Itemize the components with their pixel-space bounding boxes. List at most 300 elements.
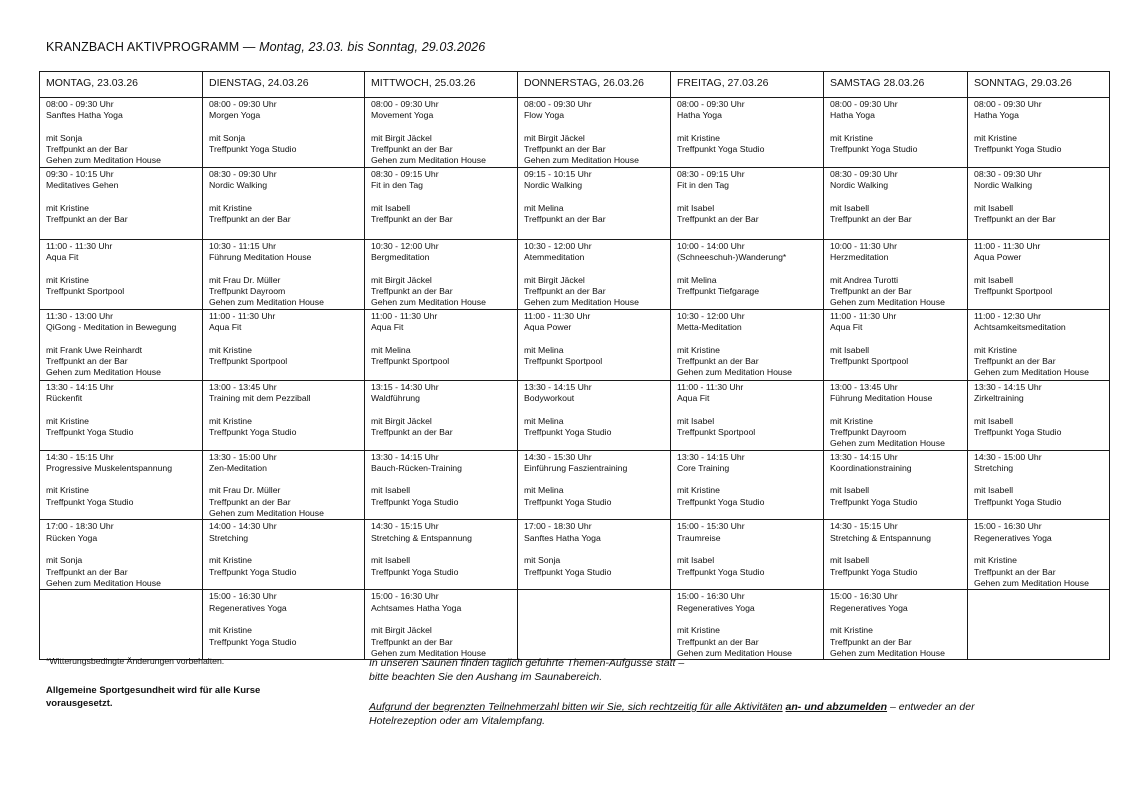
schedule-cell bbox=[203, 380, 365, 450]
activity-time: 08:30 - 09:30 Uhr bbox=[974, 168, 1042, 179]
activity-time: 13:30 - 15:00 Uhr bbox=[209, 451, 277, 462]
schedule-cell bbox=[40, 590, 203, 660]
activity-meeting-point: Treffpunkt Sportpool bbox=[524, 355, 603, 366]
activity-meeting-point: Treffpunkt Dayroom bbox=[830, 426, 907, 437]
spacer bbox=[830, 614, 962, 625]
activity-name: Stretching bbox=[974, 462, 1014, 473]
activity-entry bbox=[371, 241, 512, 309]
spacer bbox=[371, 191, 512, 202]
activity-time: 08:00 - 09:30 Uhr bbox=[524, 99, 592, 109]
day-header: SONNTAG, 29.03.26 bbox=[968, 72, 1110, 98]
activity-time: 08:00 - 09:30 Uhr bbox=[209, 99, 277, 109]
schedule-cell bbox=[968, 239, 1110, 309]
activity-note: Gehen zum Meditation House bbox=[677, 367, 792, 378]
spacer bbox=[974, 404, 1104, 415]
activity-meeting-point: Treffpunkt Yoga Studio bbox=[209, 636, 297, 647]
activity-trainer: mit Kristine bbox=[46, 415, 89, 426]
activity-name: Achtsamkeitsmeditation bbox=[974, 322, 1066, 333]
activity-entry bbox=[830, 241, 962, 309]
schedule-cell bbox=[40, 450, 203, 520]
activity-time: 17:00 - 18:30 Uhr bbox=[46, 521, 114, 532]
activity-name: (Schneeschuh-)Wanderung* bbox=[677, 252, 787, 263]
registration-emphasis: an- und abzumelden bbox=[785, 701, 888, 713]
schedule-cell bbox=[968, 450, 1110, 520]
activity-entry bbox=[830, 169, 962, 225]
activity-trainer: mit Kristine bbox=[209, 202, 252, 213]
activity-name: Rückenfit bbox=[46, 393, 83, 404]
activity-time: 15:00 - 16:30 Uhr bbox=[830, 591, 898, 602]
activity-entry bbox=[46, 452, 197, 508]
schedule-cell bbox=[671, 309, 824, 380]
activity-name: Core Training bbox=[677, 462, 730, 473]
activity-name: Koordinationstraining bbox=[830, 462, 912, 473]
schedule-row bbox=[40, 450, 1110, 520]
activity-note: Gehen zum Meditation House bbox=[371, 647, 486, 658]
activity-trainer: mit Kristine bbox=[209, 625, 252, 636]
activity-trainer: mit Isabell bbox=[371, 202, 411, 213]
schedule-cell bbox=[824, 590, 968, 660]
activity-time: 15:00 - 16:30 Uhr bbox=[371, 591, 439, 602]
activity-meeting-point: Treffpunkt Yoga Studio bbox=[677, 144, 765, 155]
activity-meeting-point: Treffpunkt an der Bar bbox=[974, 566, 1056, 577]
activity-meeting-point: Treffpunkt an der Bar bbox=[371, 636, 453, 647]
activity-trainer: mit Isabell bbox=[830, 485, 870, 496]
activity-entry bbox=[677, 591, 818, 659]
activity-time: 13:00 - 13:45 Uhr bbox=[830, 381, 898, 392]
registration-text: Aufgrund der begrenzten Teilnehmerzahl bitten wir Sie, sich rechtzeitig für alle Aktivitäten bbox=[369, 701, 783, 713]
activity-name: Sanftes Hatha Yoga bbox=[524, 532, 601, 543]
activity-trainer: mit Birgit Jäckel bbox=[371, 415, 432, 426]
activity-meeting-point: Treffpunkt an der Bar bbox=[830, 636, 912, 647]
schedule-cell bbox=[824, 520, 968, 590]
activity-name: Aqua Power bbox=[974, 252, 1022, 263]
activity-note: Gehen zum Meditation House bbox=[46, 155, 161, 166]
activity-meeting-point: Treffpunkt Yoga Studio bbox=[371, 496, 459, 507]
spacer bbox=[371, 614, 512, 625]
activity-note: Gehen zum Meditation House bbox=[46, 367, 161, 378]
activity-meeting-point: Treffpunkt Yoga Studio bbox=[46, 426, 134, 437]
activity-name: Rücken Yoga bbox=[46, 532, 98, 543]
activity-trainer: mit Kristine bbox=[677, 344, 720, 355]
activity-entry bbox=[209, 241, 359, 309]
activity-entry bbox=[371, 382, 512, 438]
activity-meeting-point: Treffpunkt an der Bar bbox=[677, 213, 759, 224]
schedule-cell bbox=[365, 309, 518, 380]
activity-trainer: mit Birgit Jäckel bbox=[371, 625, 432, 636]
spacer bbox=[974, 333, 1104, 344]
spacer bbox=[524, 333, 665, 344]
weather-note: *Witterungsbedingte Änderungen vorbehalten. bbox=[46, 656, 225, 666]
activity-name: Hatha Yoga bbox=[677, 110, 722, 121]
activity-name: Traumreise bbox=[677, 532, 721, 543]
schedule-cell bbox=[203, 450, 365, 520]
day-header: MONTAG, 23.03.26 bbox=[40, 72, 203, 98]
activity-time: 08:00 - 09:30 Uhr bbox=[677, 99, 745, 109]
schedule-row bbox=[40, 309, 1110, 380]
schedule-cell bbox=[365, 590, 518, 660]
schedule-cell bbox=[671, 239, 824, 309]
activity-trainer: mit Isabel bbox=[677, 202, 715, 213]
activity-time: 11:00 - 12:30 Uhr bbox=[974, 310, 1041, 321]
schedule-cell bbox=[671, 590, 824, 660]
activity-trainer: mit Isabell bbox=[830, 344, 870, 355]
spacer bbox=[524, 122, 665, 133]
activity-time: 08:30 - 09:30 Uhr bbox=[209, 168, 277, 179]
schedule-cell bbox=[518, 309, 671, 380]
schedule-cell bbox=[824, 167, 968, 239]
schedule-cell bbox=[365, 98, 518, 168]
schedule-cell bbox=[518, 520, 671, 590]
activity-meeting-point: Treffpunkt Yoga Studio bbox=[677, 496, 765, 507]
activity-meeting-point: Treffpunkt Yoga Studio bbox=[371, 566, 459, 577]
activity-trainer: mit Kristine bbox=[209, 344, 252, 355]
spacer bbox=[830, 404, 962, 415]
activity-meeting-point: Treffpunkt Yoga Studio bbox=[974, 426, 1062, 437]
activity-time: 14:30 - 15:15 Uhr bbox=[830, 521, 898, 532]
activity-name: Fit in den Tag bbox=[677, 180, 729, 191]
spacer bbox=[209, 474, 359, 485]
activity-time: 15:00 - 16:30 Uhr bbox=[677, 591, 745, 602]
activity-time: 11:00 - 11:30 Uhr bbox=[46, 240, 113, 251]
schedule-cell bbox=[671, 98, 824, 168]
spacer bbox=[830, 191, 962, 202]
activity-trainer: mit Birgit Jäckel bbox=[524, 274, 585, 285]
spacer bbox=[524, 263, 665, 274]
activity-meeting-point: Treffpunkt an der Bar bbox=[209, 213, 291, 224]
spacer bbox=[677, 191, 818, 202]
activity-note: Gehen zum Meditation House bbox=[830, 647, 945, 658]
activity-meeting-point: Treffpunkt Yoga Studio bbox=[209, 426, 297, 437]
activity-time: 08:00 - 09:30 Uhr bbox=[46, 99, 114, 109]
activity-time: 08:00 - 09:30 Uhr bbox=[830, 99, 898, 109]
activity-meeting-point: Treffpunkt Sportpool bbox=[209, 355, 288, 366]
health-note-line: Allgemeine Sportgesundheit wird für alle Kurse bbox=[46, 685, 261, 696]
activity-name: Bergmeditation bbox=[371, 252, 430, 263]
activity-trainer: mit Frank Uwe Reinhardt bbox=[46, 344, 143, 355]
spacer bbox=[209, 263, 359, 274]
spacer bbox=[209, 614, 359, 625]
activity-time: 13:30 - 14:15 Uhr bbox=[830, 451, 898, 462]
schedule-cell bbox=[824, 450, 968, 520]
activity-time: 10:30 - 12:00 Uhr bbox=[524, 240, 592, 251]
activity-trainer: mit Melina bbox=[677, 274, 717, 285]
activity-note: Gehen zum Meditation House bbox=[974, 367, 1089, 378]
activity-name: Morgen Yoga bbox=[209, 110, 261, 121]
activity-name: Sanftes Hatha Yoga bbox=[46, 110, 123, 121]
spacer bbox=[524, 191, 665, 202]
activity-meeting-point: Treffpunkt Sportpool bbox=[371, 355, 450, 366]
schedule-cell bbox=[365, 450, 518, 520]
activity-trainer: mit Kristine bbox=[830, 415, 873, 426]
activity-trainer: mit Melina bbox=[371, 344, 411, 355]
activity-entry bbox=[371, 591, 512, 659]
schedule-cell bbox=[365, 239, 518, 309]
activity-name: Aqua Fit bbox=[371, 322, 404, 333]
schedule-cell bbox=[518, 450, 671, 520]
activity-time: 13:30 - 14:15 Uhr bbox=[46, 381, 114, 392]
activity-entry bbox=[830, 382, 962, 450]
spacer bbox=[974, 191, 1104, 202]
activity-note: Gehen zum Meditation House bbox=[524, 297, 639, 308]
schedule-cell bbox=[824, 309, 968, 380]
activity-time: 14:00 - 14:30 Uhr bbox=[209, 521, 277, 532]
activity-time: 09:15 - 10:15 Uhr bbox=[524, 168, 592, 179]
activity-name: Waldführung bbox=[371, 393, 420, 404]
activity-trainer: mit Andrea Turotti bbox=[830, 274, 899, 285]
activity-entry bbox=[524, 99, 665, 167]
activity-trainer: mit Kristine bbox=[46, 274, 89, 285]
activity-time: 15:00 - 16:30 Uhr bbox=[209, 591, 277, 602]
activity-entry bbox=[677, 452, 818, 508]
day-header: FREITAG, 27.03.26 bbox=[671, 72, 824, 98]
spacer bbox=[46, 191, 197, 202]
activity-time: 10:00 - 11:30 Uhr bbox=[830, 240, 897, 251]
activity-meeting-point: Treffpunkt an der Bar bbox=[974, 213, 1056, 224]
activity-trainer: mit Isabel bbox=[677, 415, 715, 426]
title-dates: Montag, 23.03. bis Sonntag, 29.03.2026 bbox=[259, 40, 486, 54]
spacer bbox=[974, 474, 1104, 485]
activity-entry bbox=[209, 452, 359, 520]
page-title bbox=[46, 40, 485, 54]
activity-note: Gehen zum Meditation House bbox=[524, 155, 639, 166]
spacer bbox=[524, 404, 665, 415]
schedule-cell bbox=[203, 98, 365, 168]
activity-entry bbox=[371, 311, 512, 367]
activity-meeting-point: Treffpunkt an der Bar bbox=[46, 566, 128, 577]
activity-name: Aqua Fit bbox=[209, 322, 242, 333]
activity-meeting-point: Treffpunkt Yoga Studio bbox=[46, 496, 134, 507]
schedule-cell bbox=[824, 98, 968, 168]
activity-entry bbox=[371, 99, 512, 167]
schedule-row bbox=[40, 380, 1110, 450]
activity-time: 10:30 - 12:00 Uhr bbox=[371, 240, 439, 251]
spacer bbox=[830, 544, 962, 555]
spacer bbox=[677, 614, 818, 625]
activity-trainer: mit Melina bbox=[524, 202, 564, 213]
activity-note: Gehen zum Meditation House bbox=[371, 297, 486, 308]
activity-entry bbox=[830, 521, 962, 577]
activity-note: Gehen zum Meditation House bbox=[209, 297, 324, 308]
spacer bbox=[524, 474, 665, 485]
schedule-cell bbox=[365, 380, 518, 450]
activity-time: 11:30 - 13:00 Uhr bbox=[46, 310, 113, 321]
activity-name: Nordic Walking bbox=[974, 180, 1033, 191]
activity-entry bbox=[677, 241, 818, 297]
activity-time: 08:00 - 09:30 Uhr bbox=[371, 99, 439, 109]
day-header-row bbox=[40, 72, 1110, 98]
activity-trainer: mit Kristine bbox=[46, 485, 89, 496]
schedule-cell bbox=[203, 520, 365, 590]
activity-meeting-point: Treffpunkt an der Bar bbox=[524, 213, 606, 224]
activity-meeting-point: Treffpunkt an der Bar bbox=[524, 144, 606, 155]
activity-entry bbox=[209, 311, 359, 367]
activity-entry bbox=[974, 241, 1104, 297]
activity-meeting-point: Treffpunkt an der Bar bbox=[524, 285, 606, 296]
activity-entry bbox=[46, 99, 197, 167]
activity-time: 13:30 - 14:15 Uhr bbox=[524, 381, 592, 392]
spacer bbox=[46, 474, 197, 485]
schedule-cell bbox=[518, 590, 671, 660]
activity-entry bbox=[974, 382, 1104, 438]
activity-time: 11:00 - 11:30 Uhr bbox=[209, 310, 276, 321]
registration-line-2: Hotelrezeption oder am Vitalempfang. bbox=[369, 715, 546, 727]
activity-entry bbox=[524, 311, 665, 367]
activity-trainer: mit Isabel bbox=[677, 555, 715, 566]
activity-trainer: mit Melina bbox=[524, 415, 564, 426]
activity-entry bbox=[974, 452, 1104, 508]
activity-time: 11:00 - 11:30 Uhr bbox=[830, 310, 897, 321]
spacer bbox=[371, 404, 512, 415]
spacer bbox=[209, 333, 359, 344]
spacer bbox=[974, 122, 1104, 133]
activity-trainer: mit Isabell bbox=[974, 274, 1014, 285]
spacer bbox=[46, 263, 197, 274]
activity-note: Gehen zum Meditation House bbox=[974, 577, 1089, 588]
schedule-cell bbox=[518, 239, 671, 309]
spacer bbox=[974, 263, 1104, 274]
activity-trainer: mit Kristine bbox=[974, 344, 1017, 355]
activity-entry bbox=[371, 521, 512, 577]
activity-meeting-point: Treffpunkt an der Bar bbox=[371, 285, 453, 296]
activity-meeting-point: Treffpunkt Yoga Studio bbox=[974, 144, 1062, 155]
schedule-cell bbox=[40, 520, 203, 590]
activity-time: 13:30 - 14:15 Uhr bbox=[371, 451, 439, 462]
activity-meeting-point: Treffpunkt Tiefgarage bbox=[677, 285, 760, 296]
activity-entry bbox=[46, 241, 197, 297]
activity-name: Fit in den Tag bbox=[371, 180, 423, 191]
activity-name: Regeneratives Yoga bbox=[209, 602, 287, 613]
activity-trainer: mit Sonja bbox=[209, 132, 246, 143]
activity-time: 13:30 - 14:15 Uhr bbox=[974, 381, 1042, 392]
activity-name: Training mit dem Pezziball bbox=[209, 393, 311, 404]
schedule-cell bbox=[968, 309, 1110, 380]
schedule-cell bbox=[671, 167, 824, 239]
schedule-cell bbox=[40, 309, 203, 380]
spacer bbox=[677, 122, 818, 133]
activity-time: 10:30 - 12:00 Uhr bbox=[677, 310, 745, 321]
spacer bbox=[677, 333, 818, 344]
activity-entry bbox=[677, 169, 818, 225]
activity-entry bbox=[974, 169, 1104, 225]
activity-meeting-point: Treffpunkt Yoga Studio bbox=[677, 566, 765, 577]
spacer bbox=[830, 333, 962, 344]
activity-trainer: mit Birgit Jäckel bbox=[371, 132, 432, 143]
spacer bbox=[209, 404, 359, 415]
activity-name: Aqua Fit bbox=[46, 252, 79, 263]
activity-meeting-point: Treffpunkt an der Bar bbox=[46, 144, 128, 155]
activity-meeting-point: Treffpunkt an der Bar bbox=[46, 213, 128, 224]
activity-time: 11:00 - 11:30 Uhr bbox=[974, 240, 1041, 251]
activity-entry bbox=[677, 311, 818, 379]
activity-trainer: mit Isabell bbox=[974, 202, 1014, 213]
schedule-cell bbox=[518, 167, 671, 239]
day-header: DIENSTAG, 24.03.26 bbox=[203, 72, 365, 98]
schedule-cell bbox=[671, 520, 824, 590]
activity-meeting-point: Treffpunkt Yoga Studio bbox=[524, 566, 612, 577]
activity-name: Achtsames Hatha Yoga bbox=[371, 602, 462, 613]
activity-meeting-point: Treffpunkt Dayroom bbox=[209, 285, 286, 296]
schedule-cell bbox=[40, 98, 203, 168]
schedule-cell bbox=[824, 380, 968, 450]
schedule-cell bbox=[203, 239, 365, 309]
spacer bbox=[371, 333, 512, 344]
activity-entry bbox=[46, 382, 197, 438]
activity-time: 13:00 - 13:45 Uhr bbox=[209, 381, 277, 392]
activity-trainer: mit Sonja bbox=[524, 555, 561, 566]
activity-name: Nordic Walking bbox=[524, 180, 583, 191]
activity-trainer: mit Isabell bbox=[371, 485, 411, 496]
schedule-cell bbox=[40, 239, 203, 309]
activity-meeting-point: Treffpunkt Sportpool bbox=[677, 426, 756, 437]
day-header: MITTWOCH, 25.03.26 bbox=[365, 72, 518, 98]
activity-meeting-point: Treffpunkt Yoga Studio bbox=[974, 496, 1062, 507]
activity-name: Stretching & Entspannung bbox=[371, 532, 472, 543]
activity-time: 14:30 - 15:15 Uhr bbox=[371, 521, 439, 532]
activity-time: 14:30 - 15:15 Uhr bbox=[46, 451, 114, 462]
activity-note: Gehen zum Meditation House bbox=[830, 438, 945, 449]
activity-trainer: mit Isabell bbox=[974, 415, 1014, 426]
spacer bbox=[371, 122, 512, 133]
activity-meeting-point: Treffpunkt an der Bar bbox=[371, 144, 453, 155]
schedule-table bbox=[39, 71, 1110, 660]
activity-entry bbox=[677, 382, 818, 438]
activity-trainer: mit Frau Dr. Müller bbox=[209, 485, 281, 496]
schedule-cell bbox=[365, 167, 518, 239]
activity-meeting-point: Treffpunkt an der Bar bbox=[209, 496, 291, 507]
activity-meeting-point: Treffpunkt Yoga Studio bbox=[209, 566, 297, 577]
activity-trainer: mit Birgit Jäckel bbox=[371, 274, 432, 285]
activity-trainer: mit Isabell bbox=[830, 202, 870, 213]
activity-meeting-point: Treffpunkt Yoga Studio bbox=[524, 496, 612, 507]
schedule-cell bbox=[968, 98, 1110, 168]
activity-entry bbox=[46, 311, 197, 379]
activity-time: 11:00 - 11:30 Uhr bbox=[677, 381, 744, 392]
activity-time: 08:00 - 09:30 Uhr bbox=[974, 99, 1042, 109]
activity-trainer: mit Kristine bbox=[830, 625, 873, 636]
activity-entry bbox=[209, 591, 359, 647]
activity-time: 11:00 - 11:30 Uhr bbox=[371, 310, 438, 321]
health-note-line: vorausgesetzt. bbox=[46, 698, 113, 709]
day-header: SAMSTAG 28.03.26 bbox=[824, 72, 968, 98]
activity-name: Stretching & Entspannung bbox=[830, 532, 931, 543]
activity-name: Hatha Yoga bbox=[974, 110, 1019, 121]
schedule-cell bbox=[203, 590, 365, 660]
activity-name: Aqua Fit bbox=[677, 393, 710, 404]
activity-name: Führung Meditation House bbox=[830, 393, 933, 404]
schedule-cell bbox=[968, 520, 1110, 590]
activity-name: Regeneratives Yoga bbox=[677, 602, 755, 613]
spacer bbox=[46, 122, 197, 133]
activity-time: 10:00 - 14:00 Uhr bbox=[677, 240, 745, 251]
spacer bbox=[677, 263, 818, 274]
spacer bbox=[974, 544, 1104, 555]
schedule-cell bbox=[40, 167, 203, 239]
activity-time: 13:15 - 14:30 Uhr bbox=[371, 381, 439, 392]
activity-entry bbox=[209, 169, 359, 225]
activity-time: 08:30 - 09:15 Uhr bbox=[371, 168, 439, 179]
spacer bbox=[46, 333, 197, 344]
activity-note: Gehen zum Meditation House bbox=[830, 297, 945, 308]
spacer bbox=[677, 544, 818, 555]
activity-name: Meditatives Gehen bbox=[46, 180, 119, 191]
schedule-cell bbox=[518, 98, 671, 168]
activity-name: Bauch-Rücken-Training bbox=[371, 462, 462, 473]
activity-meeting-point: Treffpunkt Yoga Studio bbox=[830, 144, 918, 155]
activity-meeting-point: Treffpunkt Sportpool bbox=[46, 285, 125, 296]
activity-entry bbox=[371, 452, 512, 508]
activity-trainer: mit Sonja bbox=[46, 132, 83, 143]
spacer bbox=[209, 122, 359, 133]
